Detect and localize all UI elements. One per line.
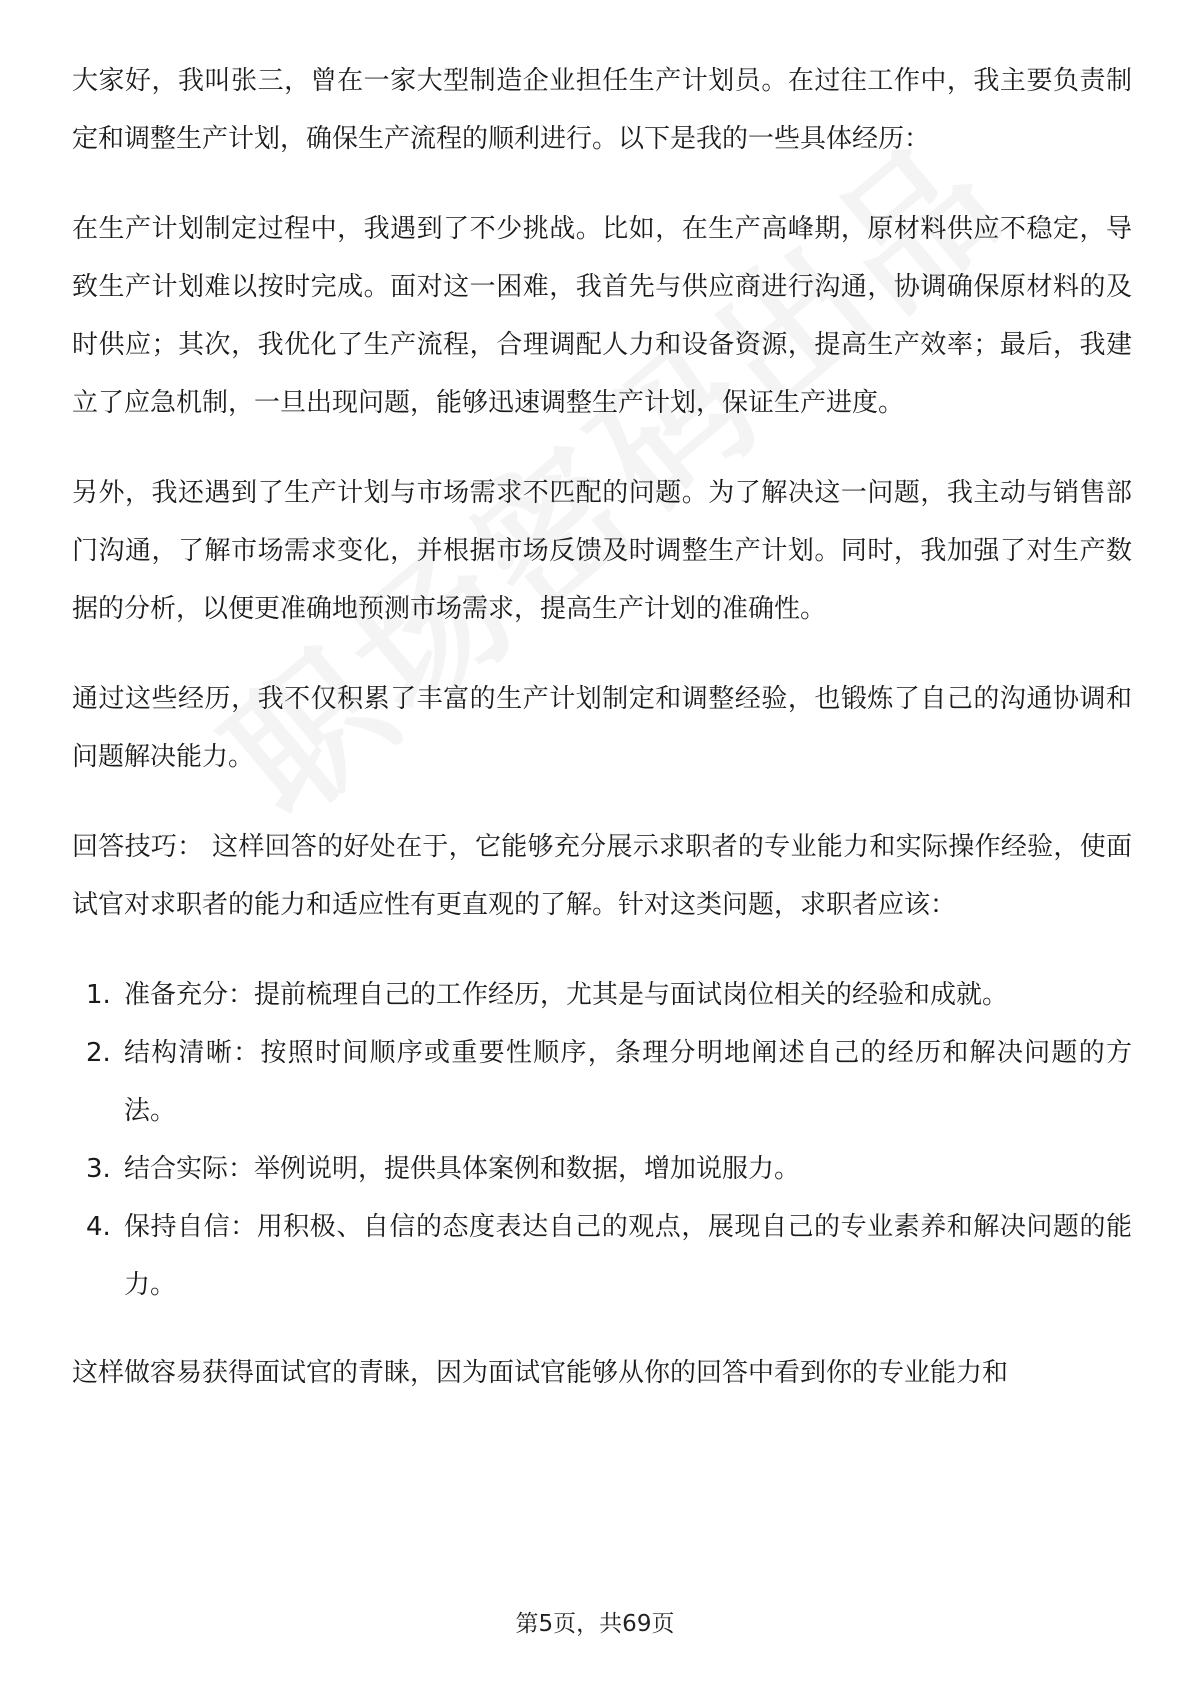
paragraph-closing: 这样做容易获得面试官的青睐，因为面试官能够从你的回答中看到你的专业能力和 (72, 1358, 1009, 1388)
list-item (72, 1198, 1132, 1314)
tips-intro: 回答技巧： 这样回答的好处在于，它能够充分展示求职者的专业能力和实际操作经验，使面试官对求职者的能力和适应性有更直观的了解。针对这类问题，求职者应该： (72, 832, 1132, 920)
page-number: 第5页，共69页 (515, 1611, 675, 1637)
list-item-text: 保持自信：用积极、自信的态度表达自己的观点，展现自己的专业素养和解决问题的能力。 (124, 1212, 1132, 1300)
paragraph-summary: 通过这些经历，我不仅积累了丰富的生产计划制定和调整经验，也锻炼了自己的沟通协调和问题解决能力。 (72, 684, 1132, 772)
list-item-text: 结合实际：举例说明，提供具体案例和数据，增加说服力。 (124, 1154, 801, 1184)
list-item (72, 1024, 1132, 1140)
tips-list (72, 966, 1132, 1314)
list-item (72, 966, 1132, 1024)
paragraph-challenge: 在生产计划制定过程中，我遇到了不少挑战。比如，在生产高峰期，原材料供应不稳定，导致生产计划难以按时完成。面对这一困难，我首先与供应商进行沟通，协调确保原材料的及时供应；其次，我优化了生产流程，合理调配人力和设备资源，提高生产效率；最后，我建立了应急机制，一旦出现问题，能够迅速调整生产计划，保证生产进度。 (72, 214, 1132, 418)
list-item-number: 2. (86, 1038, 111, 1068)
paragraph-market: 另外，我还遇到了生产计划与市场需求不匹配的问题。为了解决这一问题，我主动与销售部门沟通，了解市场需求变化，并根据市场反馈及时调整生产计划。同时，我加强了对生产数据的分析，以便更准确地预测市场需求，提高生产计划的准确性。 (72, 478, 1132, 624)
list-item-text: 准备充分：提前梳理自己的工作经历，尤其是与面试岗位相关的经验和成就。 (124, 980, 1009, 1010)
page-content (72, 52, 1132, 1434)
paragraph-intro: 大家好，我叫张三，曾在一家大型制造企业担任生产计划员。在过往工作中，我主要负责制定和调整生产计划，确保生产流程的顺利进行。以下是我的一些具体经历： (72, 66, 1132, 154)
list-item-text: 结构清晰：按照时间顺序或重要性顺序，条理分明地阐述自己的经历和解决问题的方法。 (124, 1038, 1132, 1126)
list-item (72, 1140, 1132, 1198)
list-item-number: 4. (86, 1212, 111, 1242)
list-item-number: 3. (86, 1154, 111, 1184)
list-item-number: 1. (86, 980, 111, 1010)
